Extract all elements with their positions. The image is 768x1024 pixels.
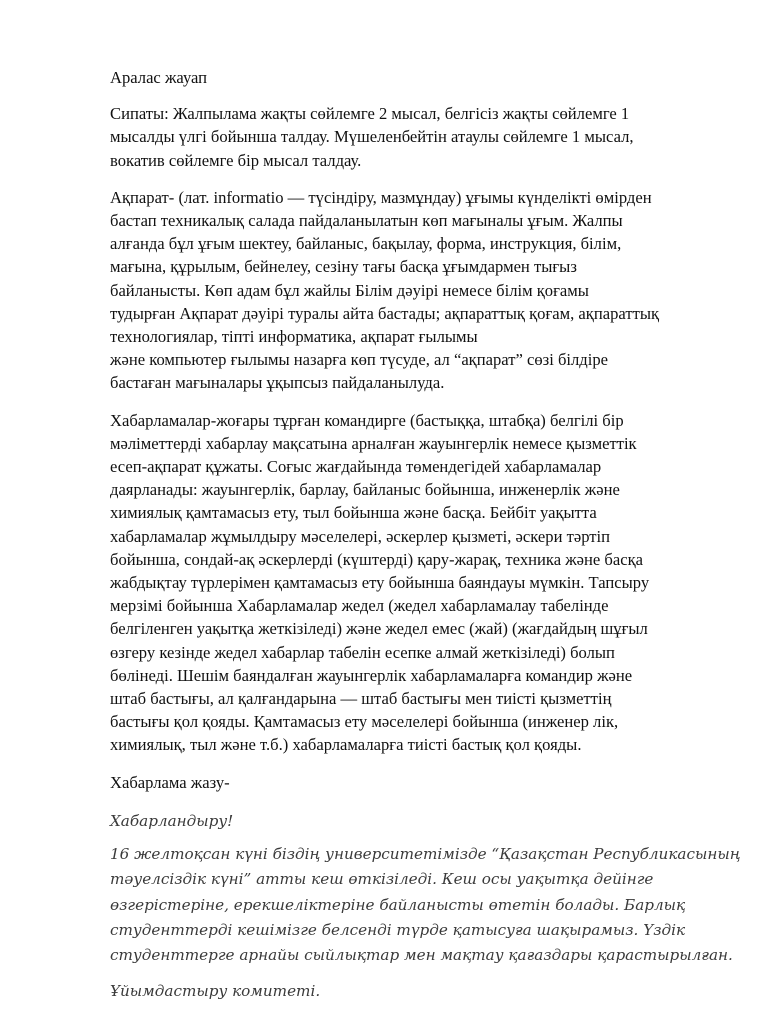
text-line: өзгерістеріне, ерекшеліктеріне байланысты өтетін болады. Барлық [110,895,686,914]
text-line: технологиялар, тіпті информатика, ақпарат ғылымы [110,327,478,347]
task-description-paragraph [110,102,710,172]
text-line: студенттерге арнайы сыйлықтар мен мақтау қағаздары қарастырылған. [110,945,733,964]
text-line: вокатив сөйлемге бір мысал талдау. [110,150,362,170]
text-line: бастығы қол қояды. Қамтамасыз ету мәселелері бойынша (инженер лік, [110,712,619,732]
text-line: 16 желтоқсан күні біздің университетімізде “Қазақстан Республикасының [110,845,741,864]
text-line: мысалды үлгі бойынша талдау. Мүшеленбейтін атаулы сөйлемге 1 мысал, [110,127,634,147]
text-line: Ақпарат- (лат. informatio — түсіндіру, мазмұндау) ұғымы күнделікті өмірден [110,187,652,207]
text-line: бойынша, сондай-ақ әскерлерді (күштерді) қару-жарақ, техника және басқа [110,549,644,569]
text-line: мерзімі бойынша Хабарламалар жедел (жедел хабарламалау табелінде [110,596,609,616]
text-line: студенттерді кешімізге белсенді түрде қатысуға шақырамыз. Үздік [110,920,686,939]
document-page [110,66,741,1004]
text-line: белгіленген уақытқа жеткізіледі) және жедел емес (жай) (жағдайдың шұғыл [110,619,648,639]
information-paragraph [110,186,710,395]
text-line: даярланады: жауынгерлік, барлау, байланыс бойынша, инженерлік және [110,480,620,500]
messages-paragraph [110,409,710,757]
text-line: өзгеру кезінде жедел хабарлар табелін есепке алмай жеткізіледі) болып [110,642,615,662]
text-line: алғанда бұл ұғым шектеу, байланыс, бақылау, форма, инструкция, білім, [110,234,622,254]
text-line: мағына, құрылым, бейнелеу, сезіну тағы басқа ұғымдармен тығыз [110,257,577,277]
announcement-signature: Ұйымдастыру комитеті. [110,982,321,1001]
text-line: бастаған мағыналары ұқыпсыз пайдаланылуда. [110,373,445,393]
text-line: химиялық, тыл және т.б.) хабарламаларға тиісті бастық қол қояды. [110,735,582,755]
text-line: жабдықтау түрлерімен қамтамасыз ету бойынша баяндауы мүмкін. Тапсыру [110,573,650,593]
announcement-body [110,842,741,968]
text-line: химиялық қамтамасыз ету, тыл бойынша және басқа. Бейбіт уақытта [110,503,597,523]
text-line: Сипаты: Жалпылама жақты сөйлемге 2 мысал, белгісіз жақты сөйлемге 1 [110,104,630,124]
announcement-title: Хабарландыру! [110,811,234,830]
text-line: байланысты. Көп адам бұл жайлы Білім дәуірі немесе білім қоғамы [110,280,589,300]
text-line: және компьютер ғылымы назарға көп түсуде, ал “ақпарат” сөзі білдіре [110,350,609,370]
document-heading: Аралас жауап [110,68,208,87]
text-line: тәуелсіздік күні” атты кеш өткізіледі. Кеш осы уақытқа дейінге [110,870,654,889]
message-writing-heading: Хабарлама жазу- [110,772,230,792]
text-line: бөлінеді. Шешім баяндалған жауынгерлік хабарламаларға командир және [110,665,633,685]
text-line: мәліметтерді хабарлау мақсатына арналған жауынгерлік немесе қызметтік [110,433,637,453]
text-line: хабарламалар жұмылдыру мәселелері, әскерлер қызметі, әскери тәртіп [110,526,611,546]
text-line: штаб бастығы, ал қалғандарына — штаб бастығы мен тиісті қызметтің [110,689,612,709]
text-line: есеп-ақпарат құжаты. Соғыс жағдайында төмендегідей хабарламалар [110,457,602,477]
text-line: Хабарламалар-жоғары тұрған командирге (бастыққа, штабқа) белгілі бір [110,410,624,430]
text-line: тудырған Ақпарат дәуірі туралы айта бастады; ақпараттық қоғам, ақпараттық [110,303,660,323]
text-line: бастап техникалық салада пайдаланылатын көп мағыналы ұғым. Жалпы [110,211,623,231]
